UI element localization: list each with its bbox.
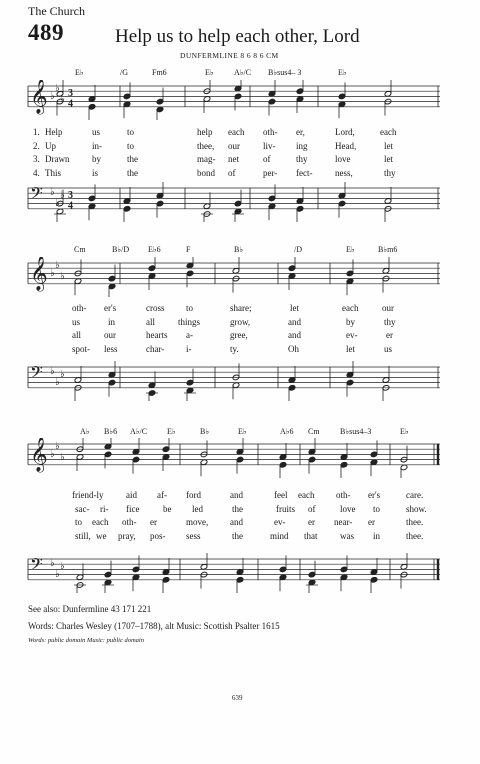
- lyric-syllable: to: [186, 303, 194, 313]
- flat-icon: ♭: [60, 452, 65, 463]
- lyric-syllable: friend-ly: [72, 490, 104, 500]
- flat-icon: ♭: [50, 187, 55, 198]
- chord-symbol: Fm6: [152, 68, 167, 77]
- lyric-syllable: the: [232, 503, 243, 514]
- lyric-syllable: to: [373, 503, 381, 514]
- lyric-syllable: ing: [296, 140, 308, 151]
- lyric-syllable: fice: [126, 503, 140, 514]
- lyric-syllable: be: [163, 503, 172, 514]
- lyric-syllable: Lord,: [335, 127, 355, 137]
- chord-symbol: Cm: [74, 245, 86, 254]
- lyric-syllable: oth-: [336, 490, 351, 500]
- chord-symbol: Cm: [308, 427, 320, 436]
- bass-clef-icon: 𝄢: [30, 362, 43, 386]
- chord-symbol: B♭sus4– 3: [268, 68, 302, 77]
- section-label: The Church: [28, 4, 85, 18]
- chord-symbol: B♭m6: [378, 245, 398, 254]
- lyric-syllable: we: [96, 530, 107, 541]
- chord-symbol: E♭: [75, 68, 84, 77]
- see-also-note: See also: Dunfermline 43 171 221: [28, 604, 152, 614]
- treble-staff-3: [0, 438, 480, 478]
- flat-icon: ♭: [60, 271, 65, 282]
- chord-symbol: E♭: [338, 68, 347, 77]
- lyric-syllable: thy: [384, 316, 396, 327]
- lyric-syllable: er's: [104, 303, 117, 313]
- lyric-syllable: each: [298, 490, 315, 500]
- flat-icon: ♭: [55, 198, 60, 209]
- flat-icon: ♭: [50, 449, 55, 460]
- lyric-syllable: af-: [157, 490, 167, 500]
- lyric-syllable: the: [127, 154, 138, 164]
- flat-icon: ♭: [60, 190, 65, 201]
- chord-symbol: E♭: [238, 427, 247, 436]
- lyric-syllable: thy: [384, 167, 396, 178]
- hymn-number: 489: [28, 20, 64, 45]
- lyric-syllable: bond: [197, 167, 215, 178]
- lyric-syllable: oth-: [122, 517, 137, 527]
- lyric-syllable: love: [340, 503, 356, 514]
- lyric-syllable: hearts: [146, 330, 168, 340]
- lyric-syllable: to: [127, 140, 135, 151]
- lyric-syllable: er: [386, 330, 393, 340]
- lyric-syllable: led: [192, 503, 203, 514]
- flat-icon: ♭: [60, 94, 65, 105]
- chord-symbol: E♭6: [148, 245, 161, 254]
- lyric-syllable: er,: [296, 127, 305, 137]
- time-signature-top: 3: [68, 88, 73, 99]
- chord-symbol: A♭: [80, 427, 90, 436]
- lyric-syllable: ness,: [335, 167, 353, 178]
- lyric-syllable: share;: [230, 303, 252, 313]
- chord-symbol: A♭6: [280, 427, 294, 436]
- lyric-syllable: was: [340, 530, 354, 541]
- copyright-credit: Words: public domain Music: public domain: [28, 637, 144, 644]
- lyric-syllable: fect-: [296, 167, 313, 178]
- lyric-syllable: us: [92, 127, 101, 137]
- lyric-syllable: of: [228, 167, 236, 178]
- lyric-syllable: er's: [368, 490, 381, 500]
- lyric-syllable: sess: [186, 530, 201, 541]
- lyric-syllable: i-: [186, 343, 192, 354]
- bass-clef-icon: 𝄢: [30, 554, 43, 578]
- lyric-syllable: Oh: [288, 343, 299, 354]
- lyric-syllable: each: [342, 303, 359, 313]
- lyric-syllable: move,: [186, 517, 209, 527]
- flat-icon: ♭: [55, 260, 60, 271]
- lyric-syllable: cross: [146, 303, 165, 313]
- lyric-syllable: let: [346, 343, 355, 354]
- lyric-syllable: mind: [270, 530, 289, 541]
- lyric-syllable: feel: [274, 490, 288, 500]
- lyric-syllable: to: [75, 517, 83, 527]
- lyric-syllable: mag-: [197, 154, 216, 164]
- chord-symbol: /D: [294, 245, 302, 254]
- lyric-syllable: pray,: [118, 530, 136, 541]
- flat-icon: ♭: [55, 83, 60, 94]
- lyric-syllable: all: [146, 316, 155, 327]
- lyric-syllable: er: [368, 517, 375, 527]
- lyric-syllable: thee.: [406, 517, 424, 527]
- chord-symbol: E♭: [205, 68, 214, 77]
- chord-symbol: B♭6: [104, 427, 118, 436]
- treble-clef-icon: 𝄞: [30, 257, 48, 291]
- lyric-syllable: to: [127, 127, 135, 137]
- lyric-syllable: a-: [186, 330, 193, 340]
- chord-symbol: B♭: [200, 427, 210, 436]
- flat-icon: ♭: [60, 561, 65, 572]
- chord-symbol: E♭: [346, 245, 355, 254]
- lyric-syllable: and: [288, 316, 301, 327]
- lyric-syllable: thee.: [406, 530, 424, 541]
- bass-staff-3: [0, 553, 480, 593]
- lyric-syllable: Up: [45, 140, 56, 151]
- lyric-syllable: fruits: [276, 503, 295, 514]
- flat-icon: ♭: [50, 268, 55, 279]
- lyric-syllable: per-: [263, 167, 278, 178]
- lyric-syllable: sac-: [75, 503, 90, 514]
- lyric-syllable: let: [384, 140, 393, 151]
- lyric-syllable: show.: [406, 503, 427, 514]
- chord-symbol: /G: [120, 68, 128, 77]
- lyric-syllable: er: [150, 517, 157, 527]
- flat-icon: ♭: [50, 558, 55, 569]
- lyrics-block-3: [0, 490, 480, 546]
- page-number: 639: [232, 694, 243, 702]
- lyric-syllable: oth-: [72, 303, 87, 313]
- lyric-syllable: our: [228, 140, 240, 151]
- chord-symbol: A♭/C: [234, 68, 252, 77]
- flat-icon: ♭: [55, 569, 60, 580]
- chord-symbol: E♭: [167, 427, 176, 436]
- lyric-syllable: Help: [45, 127, 63, 137]
- lyric-syllable: gree,: [230, 330, 248, 340]
- lyric-syllable: that: [304, 530, 318, 541]
- lyric-syllable: help: [197, 127, 213, 137]
- lyric-syllable: all: [72, 330, 81, 340]
- lyric-syllable: let: [290, 303, 299, 313]
- lyric-syllable: love: [335, 154, 351, 164]
- tune-meter: DUNFERMLINE 8 6 8 6 CM: [180, 51, 279, 60]
- lyric-syllable: in: [373, 530, 381, 541]
- hymn-title: Help us to help each other, Lord: [115, 26, 360, 47]
- lyric-syllable: Drawn: [45, 154, 70, 164]
- time-signature-bottom: 4: [68, 200, 73, 212]
- chord-symbol: A♭/C: [130, 427, 148, 436]
- lyric-syllable: near-: [334, 517, 353, 527]
- lyric-syllable: our: [382, 303, 394, 313]
- lyric-syllable: 4.: [33, 167, 40, 178]
- lyric-syllable: us: [384, 343, 393, 354]
- lyric-syllable: oth-: [263, 127, 278, 137]
- treble-clef-icon: 𝄞: [30, 438, 48, 472]
- lyric-syllable: net: [228, 154, 239, 164]
- lyric-syllable: each: [92, 517, 109, 527]
- lyric-syllable: is: [92, 167, 99, 178]
- time-signature-bottom: 4: [68, 98, 73, 110]
- lyric-syllable: ri-: [100, 503, 109, 514]
- lyric-syllable: er: [308, 517, 315, 527]
- lyric-syllable: spot-: [72, 343, 90, 354]
- lyric-syllable: each: [228, 127, 245, 137]
- lyric-syllable: ev-: [346, 330, 358, 340]
- time-signature-top: 3: [68, 190, 73, 201]
- lyric-syllable: 2.: [33, 140, 40, 151]
- lyric-syllable: ty.: [230, 343, 239, 354]
- lyric-syllable: grow,: [230, 316, 251, 327]
- lyric-syllable: Head,: [335, 140, 357, 151]
- flat-icon: ♭: [50, 366, 55, 377]
- lyric-syllable: thee,: [197, 140, 215, 151]
- lyric-syllable: liv-: [263, 140, 276, 151]
- lyric-syllable: things: [178, 316, 201, 327]
- lyric-syllable: pos-: [150, 530, 166, 541]
- lyric-syllable: of: [263, 154, 271, 164]
- chord-symbol: B♭: [234, 245, 244, 254]
- lyric-syllable: char-: [146, 343, 165, 354]
- flat-icon: ♭: [50, 91, 55, 102]
- lyric-syllable: the: [127, 167, 138, 178]
- lyric-syllable: let: [384, 154, 393, 164]
- lyric-syllable: still,: [75, 530, 91, 541]
- lyric-syllable: aid: [126, 490, 137, 500]
- chord-symbol: B♭/D: [112, 245, 130, 254]
- chord-symbol: E♭: [400, 427, 409, 436]
- lyric-syllable: our: [104, 330, 116, 340]
- chord-symbol: B♭sus4–3: [340, 427, 372, 436]
- lyric-syllable: in-: [92, 140, 102, 151]
- lyric-syllable: and: [288, 330, 301, 340]
- lyric-syllable: ford: [186, 490, 201, 500]
- lyric-syllable: and: [230, 517, 243, 527]
- lyric-syllable: us: [72, 316, 81, 327]
- treble-clef-icon: 𝄞: [30, 80, 48, 114]
- lyric-syllable: each: [380, 127, 397, 137]
- words-music-credit: Words: Charles Wesley (1707–1788), alt Music: Scottish Psalter 1615: [28, 621, 280, 631]
- lyric-syllable: of: [308, 503, 316, 514]
- lyric-syllable: less: [104, 343, 118, 354]
- lyric-syllable: and: [230, 490, 243, 500]
- lyric-syllable: the: [232, 530, 243, 541]
- lyric-syllable: 3.: [33, 154, 40, 164]
- flat-icon: ♭: [60, 369, 65, 380]
- lyric-syllable: thy: [296, 154, 308, 164]
- flat-icon: ♭: [55, 377, 60, 388]
- lyric-syllable: by: [346, 316, 355, 327]
- lyric-syllable: 1.: [33, 127, 40, 137]
- lyric-syllable: care.: [406, 490, 424, 500]
- flat-icon: ♭: [55, 441, 60, 452]
- lyric-syllable: This: [45, 167, 62, 178]
- lyric-syllable: by: [92, 154, 101, 164]
- bass-clef-icon: 𝄢: [30, 183, 43, 207]
- chord-symbol: F: [186, 245, 191, 254]
- lyric-syllable: in: [108, 316, 116, 327]
- lyric-syllable: ev-: [274, 517, 286, 527]
